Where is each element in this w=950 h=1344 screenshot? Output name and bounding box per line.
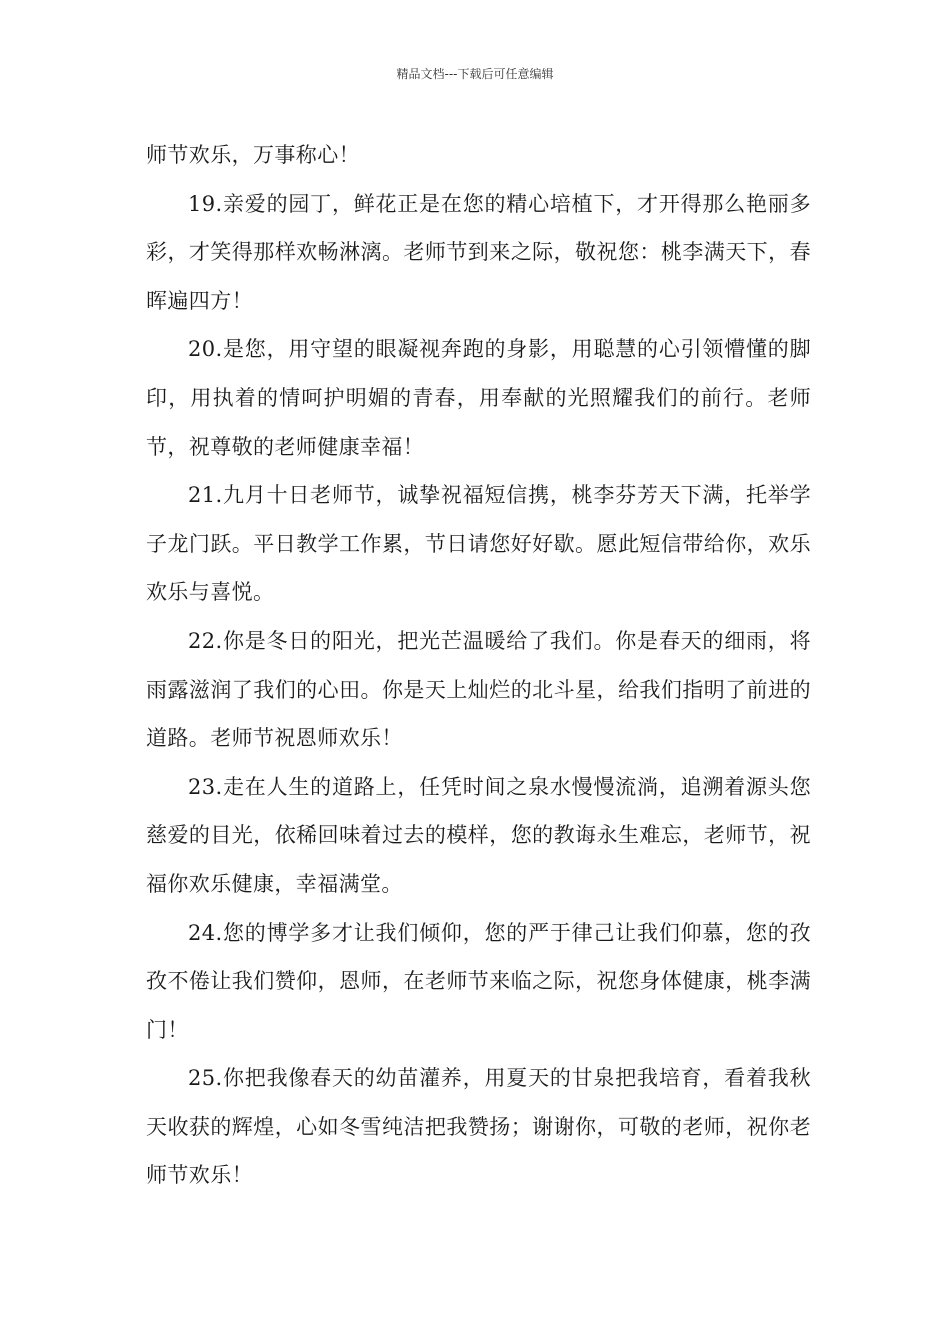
paragraph-continuation: 师节欢乐，万事称心！: [146, 143, 360, 167]
paragraph-21: 21.九月十日老师节，诚挚祝福短信携，桃李芬芳天下满，托举学子龙门跃。平日教学工作累，节日请您好好歇。愿此短信带给你，欢乐欢乐与喜悦。: [146, 483, 811, 605]
document-body: [146, 131, 811, 1200]
paragraph-25: 25.你把我像春天的幼苗灌养，用夏天的甘泉把我培育，看着我秋天收获的辉煌，心如冬雪纯洁把我赞扬；谢谢你，可敬的老师，祝你老师节欢乐！: [146, 1066, 811, 1188]
paragraph-23: 23.走在人生的道路上，任凭时间之泉水慢慢流淌，追溯着源头您慈爱的目光，依稀回味着过去的模样，您的教诲永生难忘，老师节，祝福你欢乐健康，幸福满堂。: [146, 774, 811, 896]
page-header: 精品文档---下载后可任意编辑: [396, 67, 554, 81]
paragraph-24: 24.您的博学多才让我们倾仰，您的严于律己让我们仰慕，您的孜孜不倦让我们赞仰，恩师，在老师节来临之际，祝您身体健康，桃李满门！: [146, 920, 811, 1042]
paragraph-20: 20.是您，用守望的眼凝视奔跑的身影，用聪慧的心引领懵懂的脚印，用执着的情呵护明媚的青春，用奉献的光照耀我们的前行。老师节，祝尊敬的老师健康幸福！: [146, 337, 811, 459]
paragraph-22: 22.你是冬日的阳光，把光芒温暖给了我们。你是春天的细雨，将雨露滋润了我们的心田。你是天上灿烂的北斗星，给我们指明了前进的道路。老师节祝恩师欢乐！: [146, 628, 811, 751]
paragraph-19: 19.亲爱的园丁，鲜花正是在您的精心培植下，才开得那么艳丽多彩，才笑得那样欢畅淋漓。老师节到来之际，敬祝您：桃李满天下，春晖遍四方！: [146, 191, 811, 313]
